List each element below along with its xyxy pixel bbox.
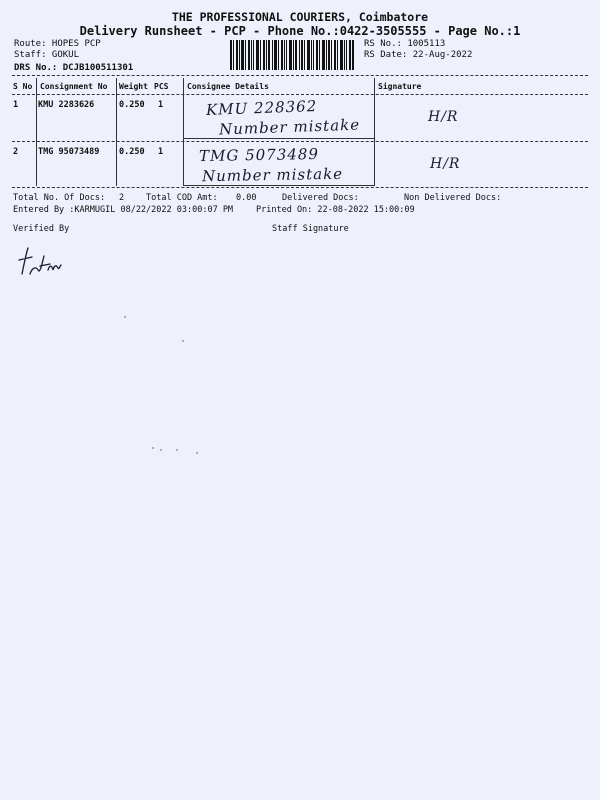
- rs-date: RS Date: 22-Aug-2022: [364, 50, 473, 60]
- divider-header: [12, 94, 588, 95]
- row1-consignment: KMU 2283626: [38, 100, 95, 110]
- header-weight: Weight: [119, 82, 148, 91]
- header-consignee-details: Consignee Details: [187, 82, 269, 91]
- cod-value: 0.00: [236, 193, 257, 203]
- divider-top: [12, 75, 588, 76]
- row1-signature: H/R: [428, 109, 459, 125]
- delivered-docs-label: Delivered Docs:: [282, 193, 359, 203]
- row1-handwritten-number: KMU 228362: [205, 97, 318, 119]
- staff-signature-label: Staff Signature: [272, 224, 349, 234]
- route-label: Route: HOPES PCP: [14, 39, 101, 49]
- row1-pcs: 1: [158, 100, 164, 110]
- verifier-signature-image: [16, 244, 64, 280]
- staff-label: Staff: GOKUL: [14, 50, 80, 60]
- company-title: THE PROFESSIONAL COURIERS, Coimbatore: [171, 10, 429, 24]
- row2-signature: H/R: [430, 156, 461, 172]
- scan-speck: [196, 452, 198, 454]
- row2-handwritten-note: Number mistake: [201, 164, 344, 186]
- scan-speck: [124, 316, 126, 318]
- header-pcs: PCS: [154, 82, 169, 91]
- drs-number: DRS No.: DCJB100511301: [14, 63, 134, 73]
- row2-bottom-line: [183, 185, 374, 186]
- row1-handwritten-note: Number mistake: [218, 115, 361, 139]
- row2-pcs: 1: [158, 147, 164, 157]
- rs-number: RS No.: 1005113: [364, 39, 446, 49]
- header-signature: Signature: [378, 82, 422, 91]
- barcode-image: [230, 40, 354, 70]
- divider-row: [12, 141, 588, 142]
- cod-label: Total COD Amt:: [146, 193, 218, 203]
- runsheet-subtitle: Delivery Runsheet - PCP - Phone No.:0422-3505555 - Page No.:1: [79, 24, 521, 38]
- scan-speck: [182, 340, 184, 342]
- header-consignment: Consignment No: [40, 82, 108, 91]
- row1-sno: 1: [13, 100, 19, 110]
- total-docs-value: 2: [119, 193, 125, 203]
- row2-weight: 0.250: [119, 147, 145, 157]
- total-docs-label: Total No. Of Docs:: [13, 193, 106, 203]
- header-sno: S No: [13, 82, 33, 91]
- scan-speck: [176, 449, 178, 451]
- scan-speck: [152, 447, 154, 449]
- row1-bottom-line: [183, 138, 374, 139]
- row2-consignment: TMG 95073489: [38, 147, 100, 157]
- scan-speck: [160, 449, 162, 451]
- verified-by-label: Verified By: [13, 224, 70, 234]
- row1-weight: 0.250: [119, 100, 145, 110]
- row2-handwritten-number: TMG 5073489: [198, 144, 320, 166]
- printed-on: Printed On: 22-08-2022 15:00:09: [256, 205, 415, 215]
- entered-by: Entered By :KARMUGIL 08/22/2022 03:00:07 PM: [13, 205, 234, 215]
- row2-sno: 2: [13, 147, 19, 157]
- non-delivered-docs-label: Non Delivered Docs:: [404, 193, 502, 203]
- divider-table-bottom: [12, 187, 588, 188]
